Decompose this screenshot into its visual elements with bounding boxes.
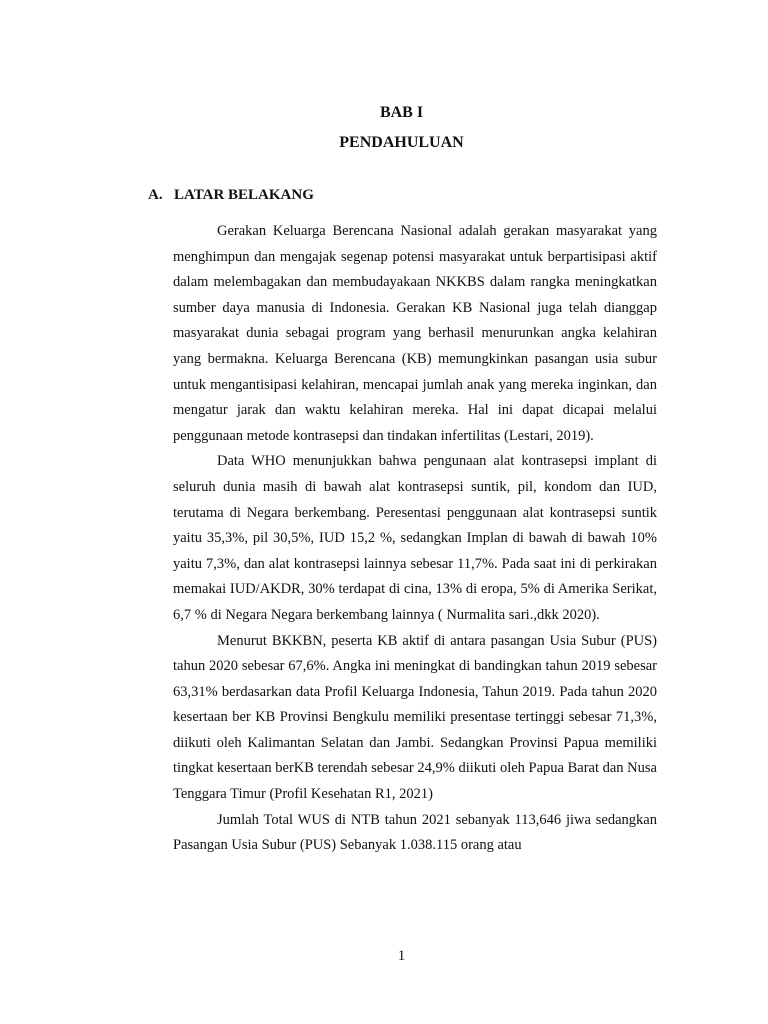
body-text bbox=[173, 219, 657, 859]
chapter-title: PENDAHULUAN bbox=[339, 134, 464, 151]
section-title: LATAR BELAKANG bbox=[174, 187, 314, 203]
section-heading bbox=[148, 187, 314, 204]
paragraph: Jumlah Total WUS di NTB tahun 2021 sebanyak 113,646 jiwa sedangkan Pasangan Usia Subur (PUS) Sebanyak 1.038.115 orang atau bbox=[173, 811, 657, 854]
page-number: 1 bbox=[397, 948, 406, 964]
section-letter: A. bbox=[148, 187, 163, 203]
chapter-number: BAB I bbox=[379, 104, 424, 121]
paragraph: Data WHO menunjukkan bahwa pengunaan alat kontrasepsi implant di seluruh dunia masih di bawah alat kontrasepsi suntik, pil, kondom dan IUD, terutama di Negara berkembang. Peresentasi penggunaan alat kontrasepsi suntik yaitu 35,3%, pil 30,5%, IUD 15,2 %, sedangkan Implan di bawah di bawah 10% yaitu 7,3%, dan alat kontrasepsi lainnya sebesar 11,7%. Pada saat ini di perkirakan memakai IUD/AKDR, 30% terdapat di cina, 13% di eropa, 5% di Amerika Serikat, 6,7 % di Negara Negara berkembang lainnya ( Nurmalita sari.,dkk 2020). bbox=[173, 453, 657, 623]
paragraph: Menurut BKKBN, peserta KB aktif di antara pasangan Usia Subur (PUS) tahun 2020 sebesar 67,6%. Angka ini meningkat di bandingkan tahun 2019 sebesar 63,31% berdasarkan data Profil Keluarga Indonesia, Tahun 2019. Pada tahun 2020 kesertaan ber KB Provinsi Bengkulu memiliki presentase tertinggi sebesar 71,3%, diikuti oleh Kalimantan Selatan dan Jambi. Sedangkan Provinsi Papua memiliki tingkat kesertaan berKB terendah sebesar 24,9% diikuti oleh Papua Barat dan Nusa Tenggara Timur (Profil Kesehatan R1, 2021) bbox=[173, 632, 657, 803]
paragraph: Gerakan Keluarga Berencana Nasional adalah gerakan masyarakat yang menghimpun dan mengajak segenap potensi masyarakat untuk berpartisipasi aktif dalam melembagakan dan membudayakaan NKKBS dalam rangka meningkatkan sumber daya manusia di Indonesia. Gerakan KB Nasional juga telah dianggap masyarakat dunia sebagai program yang berhasil menurunkan angka kelahiran yang bermakna. Keluarga Berencana (KB) memungkinkan pasangan usia subur untuk mengantisipasi kelahiran, mencapai jumlah anak yang mereka inginkan, dan mengatur jarak dan waktu kelahiran mereka. Hal ini dapat dicapai melalui penggunaan metode kontrasepsi dan tindakan infertilitas (Lestari, 2019). bbox=[173, 223, 657, 444]
